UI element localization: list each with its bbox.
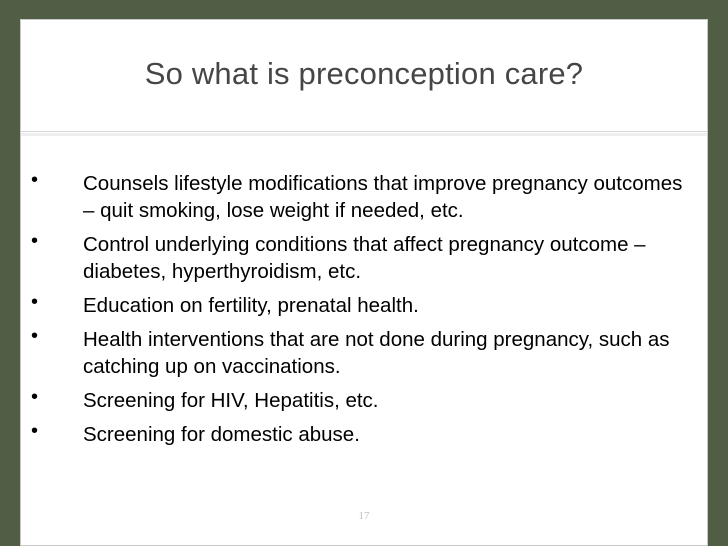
bullet-item: [21, 387, 707, 414]
bullet-marker: •: [31, 230, 39, 252]
page-number: 17: [358, 510, 370, 522]
bullet-marker: •: [31, 420, 39, 442]
bullet-text: Education on fertility, prenatal health.: [83, 294, 419, 317]
bullet-item: [21, 292, 707, 319]
title-area: [21, 20, 707, 132]
bullet-item: [21, 326, 707, 380]
bullet-item: [21, 231, 707, 285]
bullet-marker: •: [31, 325, 39, 347]
bullet-item: [21, 421, 707, 448]
bullet-item: [21, 170, 707, 224]
bullet-list: [21, 170, 707, 455]
bullet-marker: •: [31, 291, 39, 313]
bullet-marker: •: [31, 169, 39, 191]
slide: [20, 19, 708, 546]
bullet-text: Control underlying conditions that affect pregnancy outcome – diabetes, hyperthyroidism, etc.: [83, 233, 646, 283]
bullet-text: Counsels lifestyle modifications that improve pregnancy outcomes – quit smoking, lose weight if needed, etc.: [83, 172, 683, 222]
bullet-marker: •: [31, 386, 39, 408]
bullet-text: Health interventions that are not done during pregnancy, such as catching up on vaccinations.: [83, 328, 670, 378]
bullet-text: Screening for HIV, Hepatitis, etc.: [83, 389, 379, 412]
slide-title: So what is preconception care?: [144, 56, 584, 91]
bullet-text: Screening for domestic abuse.: [83, 423, 360, 446]
title-divider: [21, 133, 707, 136]
